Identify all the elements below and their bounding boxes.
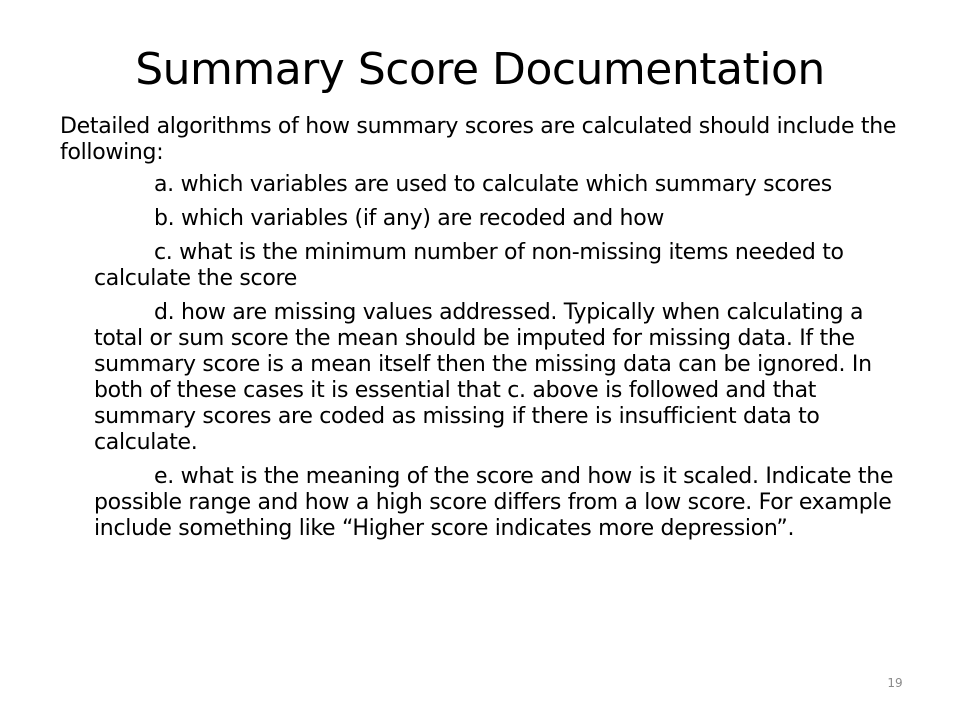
intro-paragraph: Detailed algorithms of how summary scores are calculated should include the following:: [60, 114, 897, 165]
list-item-e: e. what is the meaning of the score and how is it scaled. Indicate the possible range and how a high score differs from a low score. For example include something like “Higher score indicates more depression”.: [94, 464, 894, 541]
list-item-a: a. which variables are used to calculate which summary scores: [154, 172, 832, 197]
list-item-b: b. which variables (if any) are recoded and how: [154, 206, 665, 231]
list-item-c: c. what is the minimum number of non-missing items needed to calculate the score: [94, 240, 844, 291]
slide-body: [60, 114, 910, 550]
page-number: 19: [887, 676, 903, 690]
slide-title: Summary Score Documentation: [135, 44, 825, 95]
list-item-d: d. how are missing values addressed. Typically when calculating a total or sum score the mean should be imputed for missing data. If the summary score is a mean itself then the missing data can be ignored. In both of these cases it is essential that c. above is followed and that summary scores are coded as missing if there is insufficient data to calculate.: [94, 300, 872, 455]
